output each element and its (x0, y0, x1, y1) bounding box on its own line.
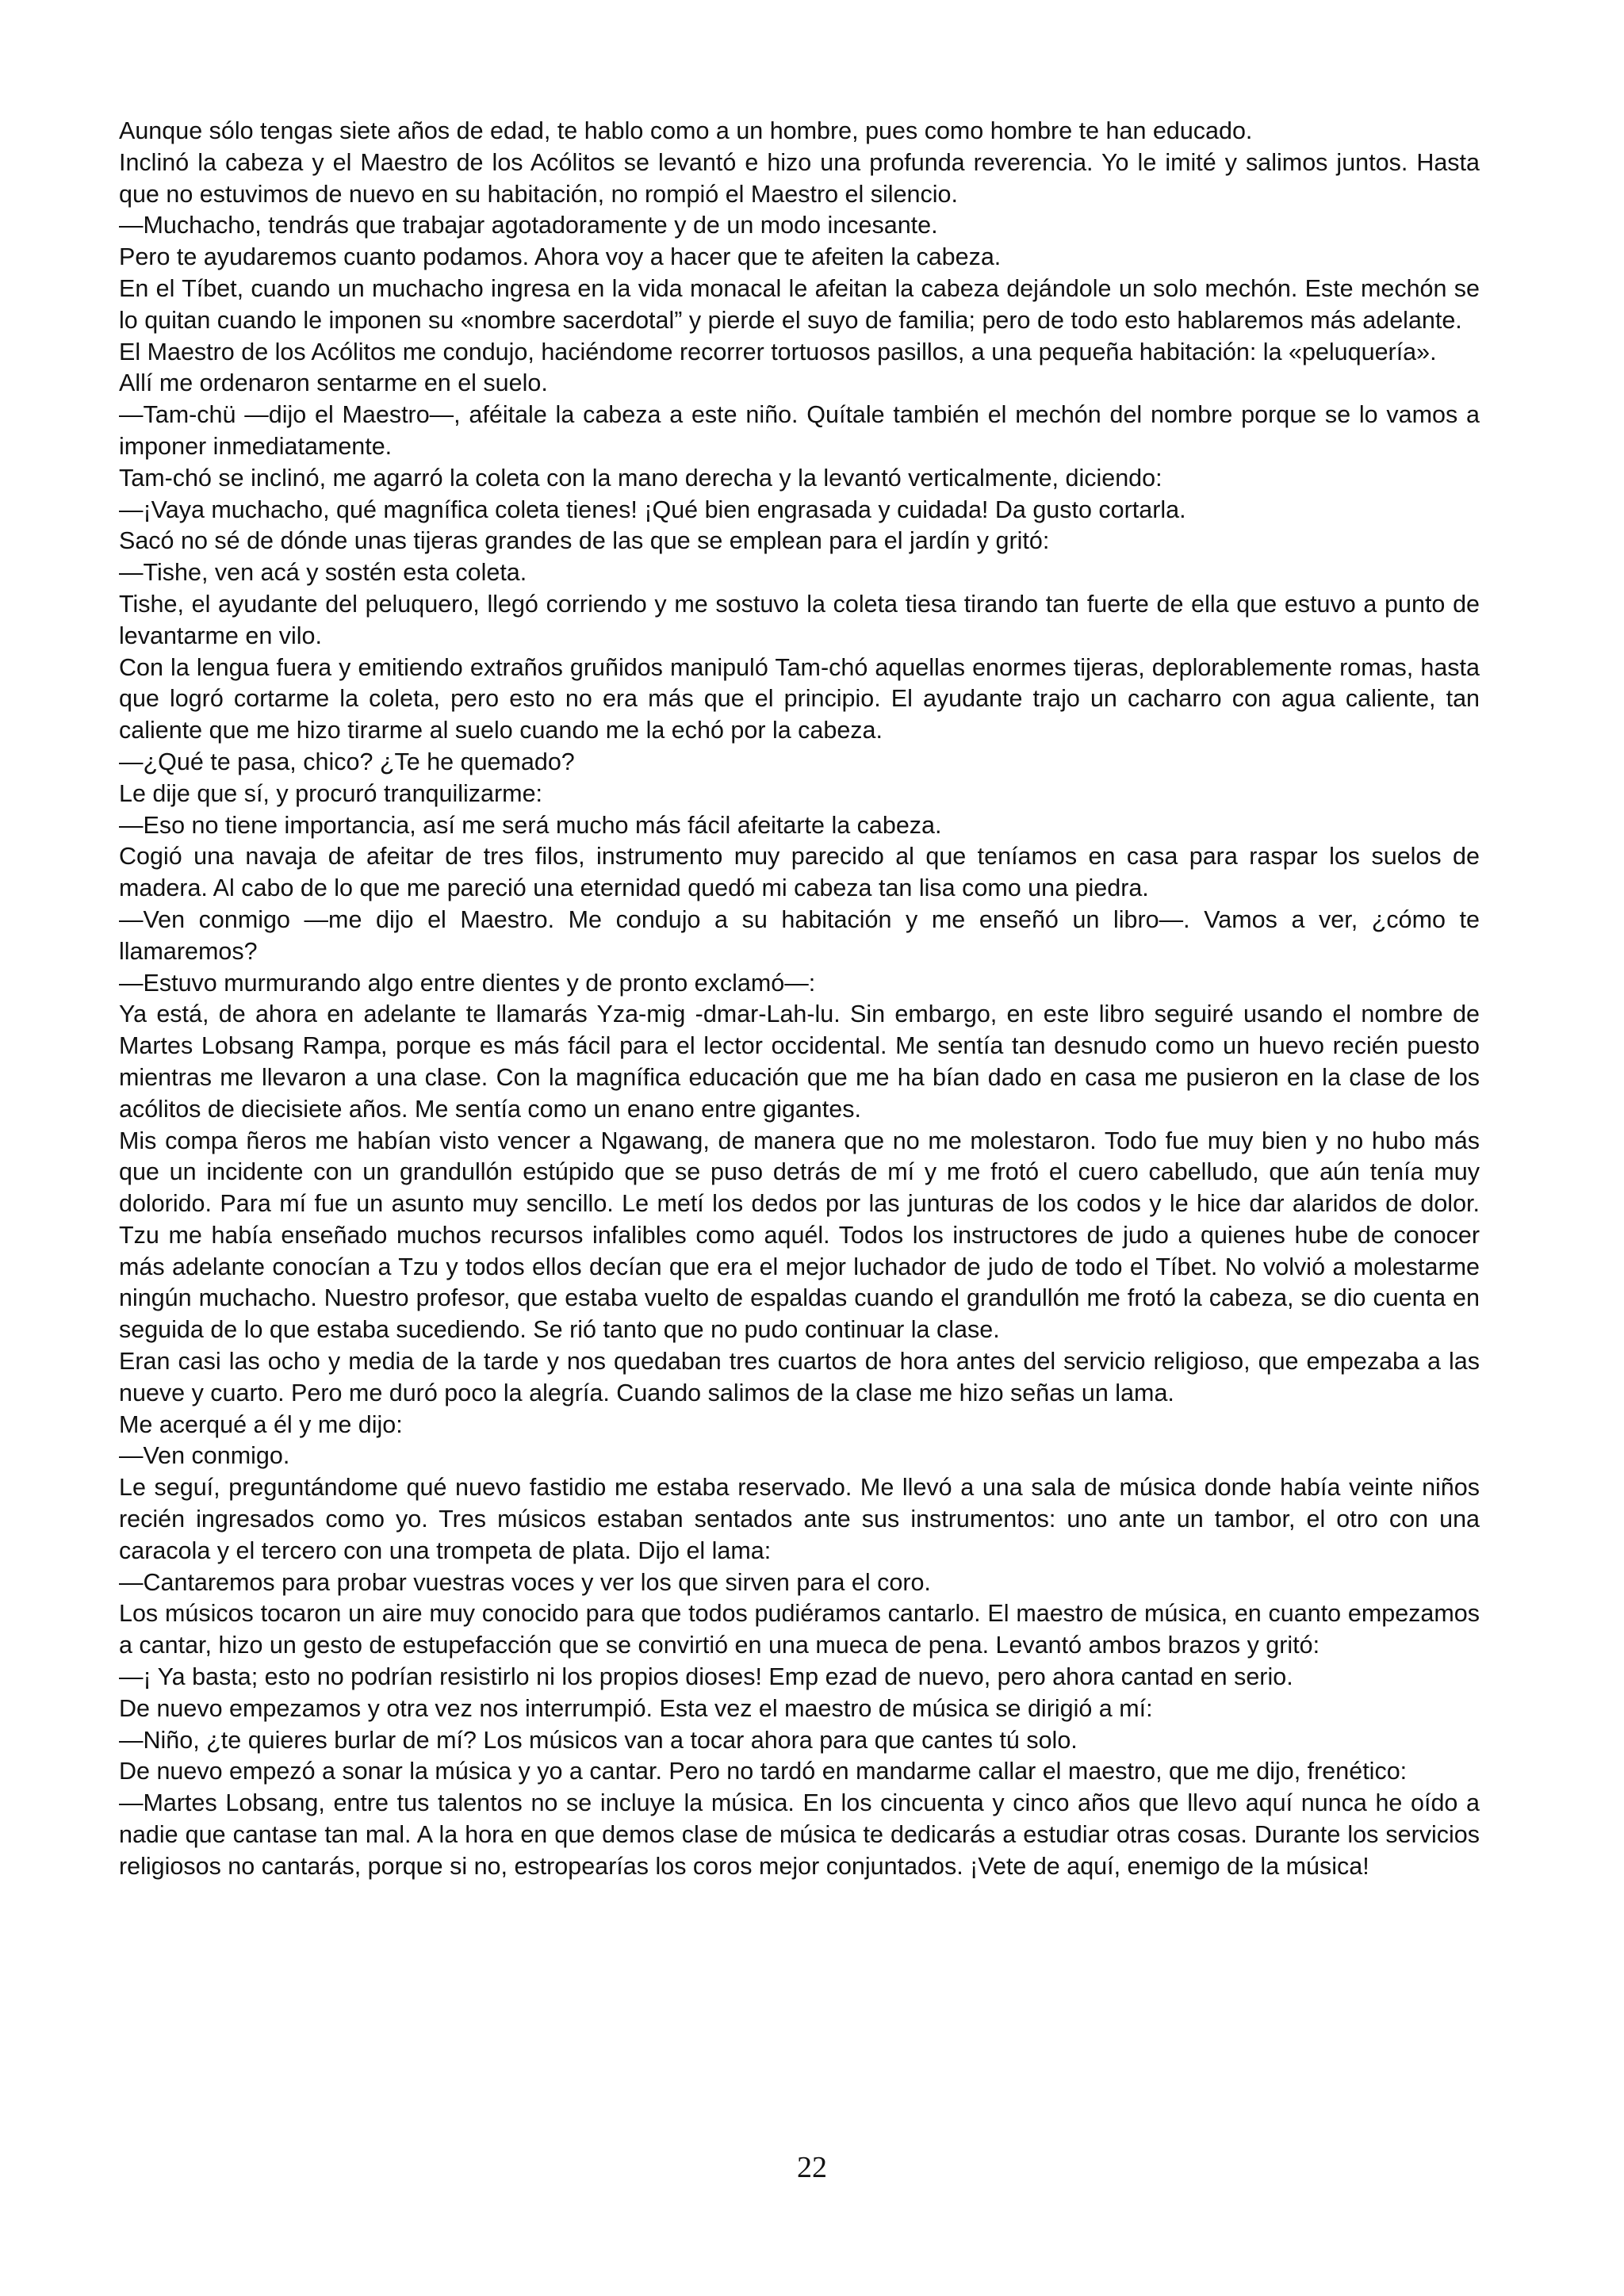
paragraph: —Ven conmigo —me dijo el Maestro. Me condujo a su habitación y me enseñó un libro—. Vamos a ver, ¿cómo te llamaremos? (119, 905, 1480, 965)
paragraph: De nuevo empezamos y otra vez nos interrumpió. Esta vez el maestro de música se dirigió a mí: (119, 1694, 1153, 1722)
paragraph: Le seguí, preguntándome qué nuevo fastidio me estaba reservado. Me llevó a una sala de música donde había veinte niños recién ingresados como yo. Tres músicos estaban sentados ante sus instrumentos: uno ante un tambor, el otro con una caracola y el tercero con una trompeta de plata. Dijo el lama: (119, 1474, 1480, 1564)
paragraph: —Cantaremos para probar vuestras voces y ver los que sirven para el coro. (119, 1568, 931, 1596)
paragraph: De nuevo empezó a sonar la música y yo a cantar. Pero no tardó en mandarme callar el maestro, que me dijo, frenético: (119, 1758, 1408, 1785)
paragraph: —Estuvo murmurando algo entre dientes y de pronto exclamó—: (119, 969, 816, 997)
paragraph: Ya está, de ahora en adelante te llamarás Yza-mig -dmar-Lah-lu. Sin embargo, en este libro seguiré usando el nombre de Martes Lobsang Rampa, porque es más fácil para el lector occidental. Me sentía tan desnudo como un huevo recién puesto mientras me llevaron a una clase. Con la magnífica educación que me ha bían dado en casa me pusieron en la clase de los acólitos de diecisiete años. Me sentía como un enano entre gigantes. (119, 1001, 1480, 1123)
paragraph: Cogió una navaja de afeitar de tres filos, instrumento muy parecido al que teníamos en casa para raspar los suelos de madera. Al cabo de lo que me pareció una eternidad quedó mi cabeza tan lisa como una piedra. (119, 843, 1480, 902)
paragraph: Le dije que sí, y procuró tranquilizarme: (119, 779, 543, 807)
paragraph: —¡Vaya muchacho, qué magnífica coleta tienes! ¡Qué bien engrasada y cuidada! Da gusto cortarla. (119, 496, 1186, 523)
paragraph: —Eso no tiene importancia, así me será mucho más fácil afeitarte la cabeza. (119, 811, 942, 839)
paragraph: Con la lengua fuera y emitiendo extraños gruñidos manipuló Tam-chó aquellas enormes tijeras, deplorablemente romas, hasta que logró cortarme la coleta, pero esto no era más que el principio. El ayudante trajo un cacharro con agua caliente, tan caliente que me hizo tirarme al suelo cuando me la echó por la cabeza. (119, 653, 1480, 744)
paragraph: —¿Qué te pasa, chico? ¿Te he quemado? (119, 748, 575, 775)
paragraph: Me acerqué a él y me dijo: (119, 1410, 403, 1438)
paragraph: —Niño, ¿te quieres burlar de mí? Los músicos van a tocar ahora para que cantes tú solo. (119, 1726, 1078, 1754)
paragraph: —Ven conmigo. (119, 1442, 290, 1470)
paragraph: Sacó no sé de dónde unas tijeras grandes de las que se emplean para el jardín y gritó: (119, 527, 1050, 555)
paragraph: En el Tíbet, cuando un muchacho ingresa en la vida monacal le afeitan la cabeza dejándole un solo mechón. Este mechón se lo quitan cuando le imponen su «nombre sacerdotal” y pierde el suyo de familia; pero de todo esto hablaremos más adelante. (119, 274, 1480, 334)
paragraph: Aunque sólo tengas siete años de edad, te hablo como a un hombre, pues como hombre te han educado. (119, 117, 1253, 144)
page-number: 22 (797, 2151, 827, 2184)
paragraph: —Martes Lobsang, entre tus talentos no se incluye la música. En los cincuenta y cinco años que llevo aquí nunca he oído a nadie que cantase tan mal. A la hora en que demos clase de música te dedicarás a estudiar otras cosas. Durante los servicios religiosos no cantarás, porque si no, estropearías los coros mejor conjuntados. ¡Vete de aquí, enemigo de la música! (119, 1789, 1480, 1880)
paragraph: Pero te ayudaremos cuanto podamos. Ahora voy a hacer que te afeiten la cabeza. (119, 243, 1002, 271)
paragraph: Eran casi las ocho y media de la tarde y nos quedaban tres cuartos de hora antes del servicio religioso, que empezaba a las nueve y cuarto. Pero me duró poco la alegría. Cuando salimos de la clase me hizo señas un lama. (119, 1348, 1480, 1406)
paragraph: —Tam-chü —dijo el Maestro—, aféitale la cabeza a este niño. Quítale también el mechón del nombre porque se lo vamos a imponer inmediatamente. (119, 401, 1480, 460)
paragraph: El Maestro de los Acólitos me condujo, haciéndome recorrer tortuosos pasillos, a una pequeña habitación: la «peluquería». (119, 338, 1437, 365)
paragraph: Mis compa ñeros me habían visto vencer a Ngawang, de manera que no me molestaron. Todo fue muy bien y no hubo más que un incidente con un grandullón estúpido que se puso detrás de mí y me frotó el cuero cabelludo, que aún tenía muy dolorido. Para mí fue un asunto muy sencillo. Le metí los dedos por las junturas de los codos y le hice dar alaridos de dolor. Tzu me había enseñado muchos recursos infalibles como aquél. Todos los instructores de judo a quienes hube de conocer más adelante conocían a Tzu y todos ellos decían que era el mejor luchador de judo de todo el Tíbet. No volvió a molestarme ningún muchacho. Nuestro profesor, que estaba vuelto de espaldas cuando el grandullón me frotó la cabeza, se dio cuenta en seguida de lo que estaba sucediendo. Se rió tanto que no pudo continuar la clase. (119, 1127, 1480, 1344)
paragraph: —Muchacho, tendrás que trabajar agotadoramente y de un modo incesante. (119, 212, 938, 239)
paragraph: —¡ Ya basta; esto no podrían resistirlo ni los propios dioses! Emp ezad de nuevo, pero ahora cantad en serio. (119, 1663, 1293, 1691)
paragraph: Tam-chó se inclinó, me agarró la coleta con la mano derecha y la levantó verticalmente, diciendo: (119, 464, 1162, 492)
paragraph: Inclinó la cabeza y el Maestro de los Acólitos se levantó e hizo una profunda reverencia. Yo le imité y salimos juntos. Hasta que no estuvimos de nuevo en su habitación, no rompió el Maestro el silencio. (119, 148, 1480, 208)
body-text (119, 116, 1480, 1883)
paragraph: Tishe, el ayudante del peluquero, llegó corriendo y me sostuvo la coleta tiesa tirando tan fuerte de ella que estuvo a punto de levantarme en vilo. (119, 590, 1480, 649)
paragraph: Allí me ordenaron sentarme en el suelo. (119, 369, 548, 397)
paragraph: Los músicos tocaron un aire muy conocido para que todos pudiéramos cantarlo. El maestro de música, en cuanto empezamos a cantar, hizo un gesto de estupefacción que se convirtió en una mueca de pena. Levantó ambos brazos y gritó: (119, 1600, 1480, 1659)
paragraph: —Tishe, ven acá y sostén esta coleta. (119, 559, 527, 587)
